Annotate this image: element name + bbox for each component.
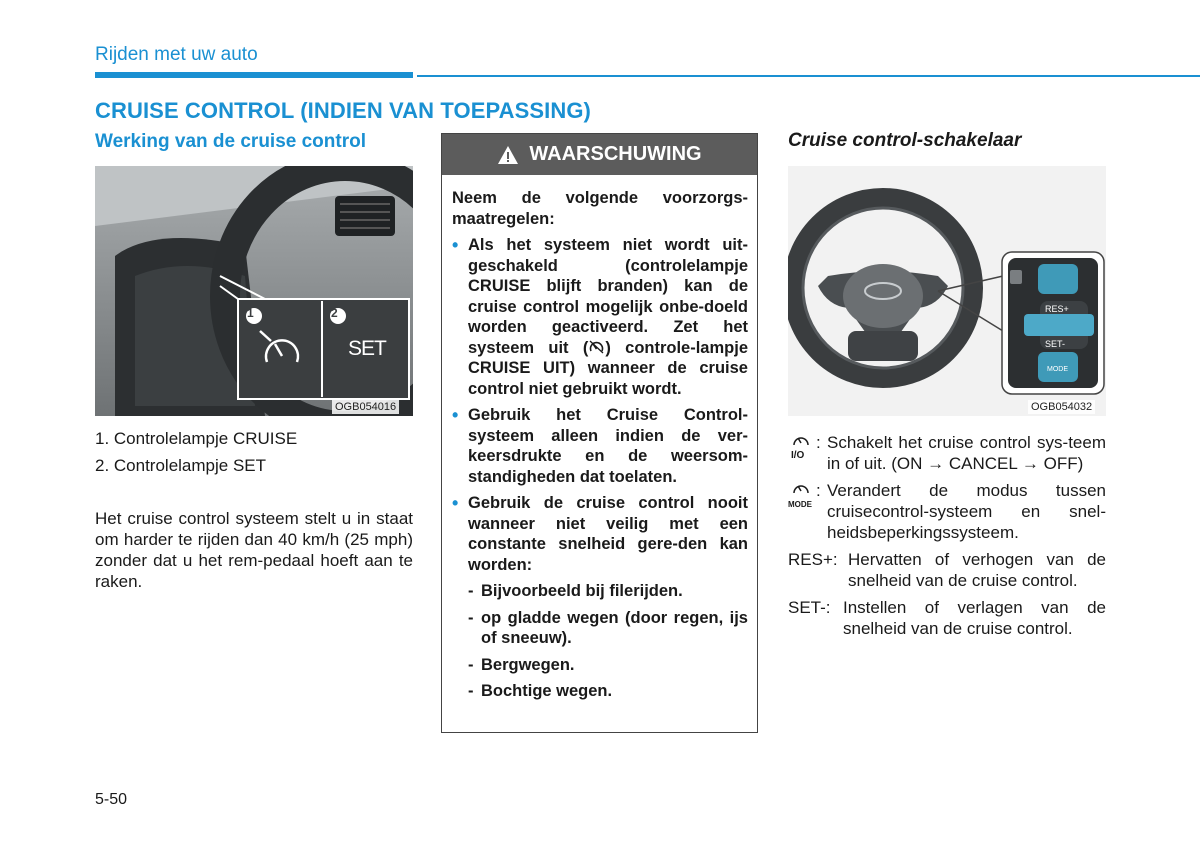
cruise-onoff-icon: I/O — [788, 432, 816, 458]
warning-title: WAARSCHUWING — [529, 143, 702, 165]
warning-subitem-1: Bijvoorbeeld bij filerijden. — [481, 582, 683, 600]
switch-item-text: Instellen of verlagen van de snelheid van de cruise control. — [843, 598, 1106, 638]
set-label: SET — [348, 337, 386, 360]
warning-subitem-3: Bergwegen. — [481, 655, 575, 674]
switch-item-set — [788, 597, 1106, 639]
mode-icon: MODE — [788, 480, 816, 506]
bullet-dot: • — [452, 405, 459, 425]
list-item: 2. Controlelampje SET — [95, 456, 267, 475]
warning-body — [452, 188, 748, 702]
switch-item-mode: MODE : Verandert de modus tussen cruisecontrol-systeem en snel-heidsbeperkingssysteem. — [788, 481, 1106, 542]
mode-label: MODE — [1047, 366, 1068, 373]
steering-wheel-figure — [788, 166, 1106, 416]
header-rule-thin — [417, 75, 1200, 77]
warning-bullet-1b: ) controle-lampje CRUISE UIT) wanneer de cruise control niet gebruikt wordt. — [468, 338, 748, 398]
warning-subitem: - Bijvoorbeeld bij filerijden. — [452, 581, 748, 602]
indicator-list — [95, 428, 415, 482]
dashboard-figure — [95, 166, 413, 416]
switch-item-text: Verandert de modus tussen cruisecontrol-systeem en snel-heidsbeperkingssysteem. — [827, 481, 1106, 542]
figure-code-2: OGB054032 — [1028, 400, 1095, 414]
bullet-dot: • — [452, 493, 459, 513]
page-title: CRUISE CONTROL (INDIEN VAN TOEPASSING) — [95, 98, 591, 123]
steering-wheel-illustration — [788, 166, 1106, 416]
warning-bullet-2: Gebruik het Cruise Control-systeem alleen indien de ver-keersdrukte en de weersom-standigheden dat toelaten. — [468, 406, 748, 486]
subheading-switch: Cruise control-schakelaar — [788, 130, 1022, 151]
figure-code-1: OGB054016 — [332, 400, 399, 414]
warning-subitem: - Bergwegen. — [452, 655, 748, 676]
switch-item-cruise: I/O : Schakelt het cruise control sys-teem in of uit. (ON → CANCEL → OFF) — [788, 432, 1106, 474]
switch-item-text: Schakelt het cruise control sys-teem in of uit. (ON → CANCEL → OFF) — [827, 433, 1106, 473]
warning-bullet — [452, 405, 748, 487]
dashboard-illustration — [95, 166, 413, 416]
set-minus-label: SET- — [1045, 339, 1066, 349]
switch-item-text: Hervatten of verhogen van de snelheid van de cruise control. — [848, 550, 1106, 590]
warning-bullet — [452, 235, 748, 399]
subheading-operation: Werking van de cruise control — [95, 131, 367, 152]
warning-box — [441, 133, 758, 733]
cruise-off-icon — [588, 339, 605, 355]
warning-header — [442, 134, 757, 175]
section-header: Rijden met uw auto — [95, 44, 258, 65]
marker-1: 1 — [247, 306, 254, 320]
warning-bullet-3: Gebruik de cruise control nooit wanneer niet veilig met een constante snelheid gere-den kan worden: — [468, 494, 748, 574]
description-paragraph: Het cruise control systeem stelt u in staat om harder te rijden dan 40 km/h (25 mph) zonder dat u het rem-pedaal hoeft aan te raken. — [95, 509, 413, 591]
warning-bullet-1a: Als het systeem niet wordt uit-geschakeld (controlelampje CRUISE blijft branden) kan de cruise control mogelijk onbe-doeld worden geactiveerd. Zet het systeem uit ( — [468, 236, 748, 357]
warning-bullet — [452, 493, 748, 575]
bullet-dot: • — [452, 235, 459, 255]
res-label: RES+: — [788, 550, 838, 569]
page-number: 5-50 — [95, 791, 128, 808]
warning-subitem: - Bochtige wegen. — [452, 681, 748, 702]
warning-intro: Neem de volgende voorzorgs-maatregelen: — [452, 189, 748, 228]
header-rule-thick — [95, 72, 413, 78]
set-label-text: SET-: — [788, 598, 831, 617]
warning-subitem-2: op gladde wegen (door regen, ijs of sneeuw). — [481, 608, 748, 647]
switch-function-list — [788, 432, 1106, 645]
res-plus-label: RES+ — [1045, 304, 1069, 314]
warning-triangle-icon — [497, 145, 519, 165]
warning-subitem-4: Bochtige wegen. — [481, 682, 613, 700]
switch-item-res — [788, 549, 1106, 591]
warning-subitem: - op gladde wegen (door regen, ijs of sneeuw). — [468, 608, 748, 647]
marker-2: 2 — [331, 306, 338, 320]
list-item: 1. Controlelampje CRUISE — [95, 429, 298, 448]
